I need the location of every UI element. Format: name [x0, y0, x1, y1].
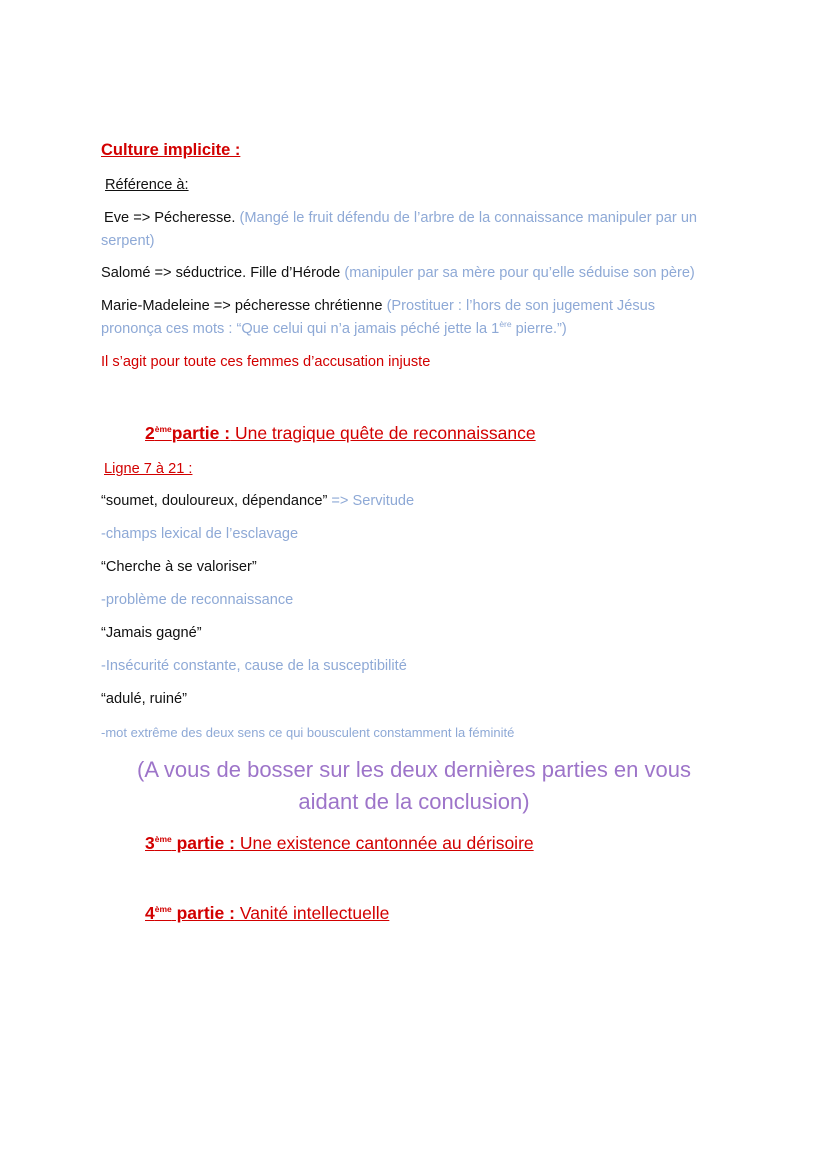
part4-label: partie :: [171, 903, 235, 923]
part4-number: 4: [145, 903, 155, 923]
part2-item-1: -champs lexical de l’esclavage: [101, 526, 299, 542]
part2-item-2: “Cherche à se valoriser”: [101, 559, 257, 575]
part4-title: Vanité intellectuelle: [234, 903, 390, 923]
part3-number: 3: [145, 833, 155, 853]
marie-note-continued: [101, 318, 567, 341]
eve-note: (Mangé le fruit défendu de l’arbre de la connaissance manipuler par un: [239, 210, 698, 226]
part2-item-0-quote: “soumet, douloureux, dépendance”: [101, 493, 328, 509]
culture-conclusion: Il s’agit pour toute ces femmes d’accusation injuste: [101, 354, 431, 370]
part2-item-6: “adulé, ruiné”: [101, 691, 187, 707]
eve-note-continued: serpent): [101, 233, 155, 249]
part3-title: Une existence cantonnée au dérisoire: [234, 833, 534, 853]
salome-main: Salomé => séductrice. Fille d’Hérode: [101, 265, 341, 281]
reference-label: [105, 174, 189, 197]
reference-label-text: Référence à:: [105, 177, 189, 193]
part2-label: partie :: [171, 423, 231, 443]
instruction-line-1: (A vous de bosser sur les deux dernières parties en vous: [137, 757, 691, 782]
part2-item-0: [101, 490, 414, 513]
marie-main: Marie-Madeleine => pécheresse chrétienne: [101, 298, 383, 314]
marie-note-superscript: ère: [499, 319, 512, 330]
part2-item-4: “Jamais gagné”: [101, 625, 202, 641]
marie-line: [101, 295, 655, 318]
part3-superscript: ème: [154, 834, 172, 845]
part2-item-7: -mot extrême des deux sens ce qui bousculent constamment la féminité: [101, 725, 515, 740]
part3-label: partie :: [171, 833, 235, 853]
salome-line: [101, 262, 695, 285]
part2-superscript: ème: [154, 424, 172, 435]
part2-title: Une tragique quête de reconnaissance: [230, 423, 536, 443]
part4-heading: [145, 901, 389, 925]
eve-main: Eve => Pécheresse.: [104, 210, 236, 226]
part2-heading: [145, 421, 536, 445]
culture-title: Culture implicite :: [101, 141, 241, 159]
marie-note-text-a: prononça ces mots : “Que celui qui n’a jamais péché jette la 1: [101, 321, 500, 337]
eve-line: [104, 207, 697, 230]
marie-note: (Prostituer : l’hors de son jugement Jésus: [386, 298, 656, 314]
part2-number: 2: [145, 423, 155, 443]
part2-item-3: -problème de reconnaissance: [101, 592, 294, 608]
part2-lines-ref: Ligne 7 à 21 :: [104, 461, 193, 477]
marie-note-text-b: pierre.”): [511, 321, 567, 337]
part3-heading: [145, 831, 534, 855]
part2-item-5: -Insécurité constante, cause de la susceptibilité: [101, 658, 407, 674]
salome-note: (manipuler par sa mère pour qu’elle séduise son père): [344, 265, 695, 281]
instruction-line-2: aidant de la conclusion): [298, 789, 530, 814]
part4-superscript: ème: [154, 904, 172, 915]
part2-item-0-arrow: => Servitude: [327, 493, 415, 509]
